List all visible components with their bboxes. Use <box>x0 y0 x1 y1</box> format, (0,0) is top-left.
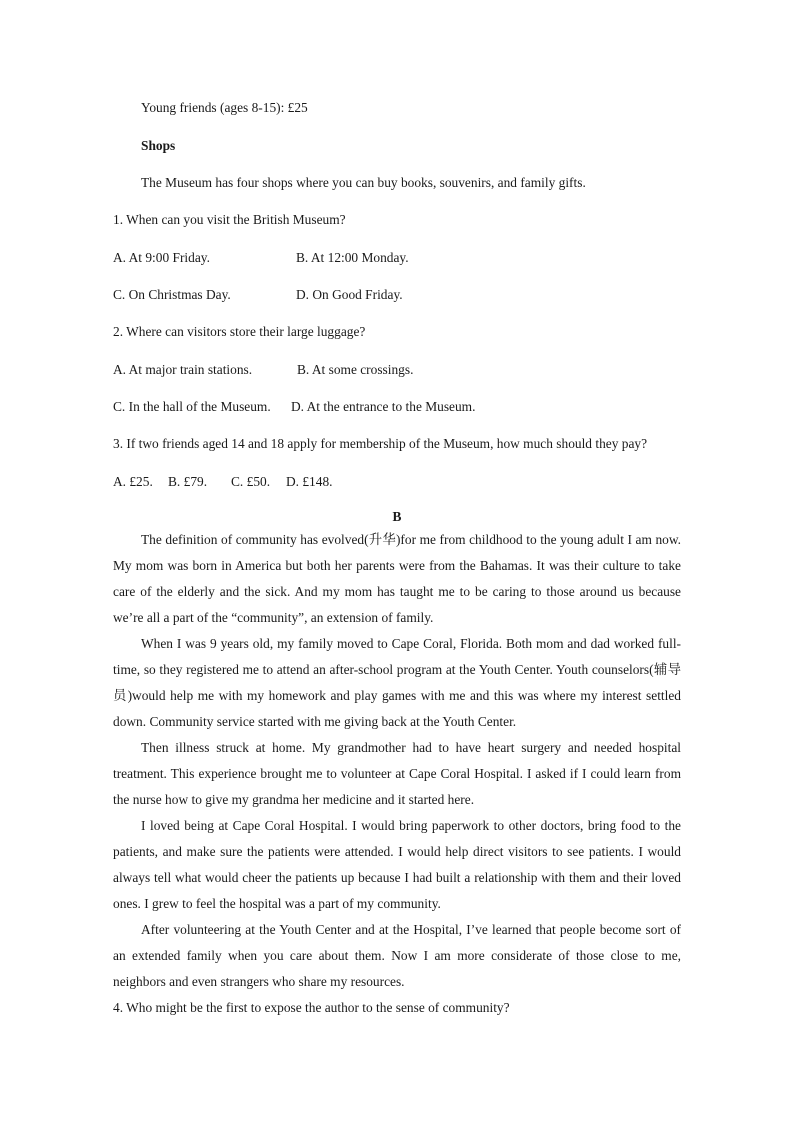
passage-paragraph-3: Then illness struck at home. My grandmother had to have heart surgery and needed hospital treatment. This experience brought me to volunteer at Cape Coral Hospital. I asked if I could learn from the nurse how to give my grandma her medicine and it started here. <box>113 740 681 807</box>
section-b-label: B <box>392 509 402 524</box>
question-3-option-c: C. £50. <box>231 474 271 489</box>
question-1-stem: 1. When can you visit the British Museum? <box>113 212 346 227</box>
question-2-stem: 2. Where can visitors store their large luggage? <box>113 324 366 339</box>
question-1-option-a: A. At 9:00 Friday. <box>113 250 210 265</box>
question-1-option-b: B. At 12:00 Monday. <box>296 250 409 265</box>
question-2-option-b: B. At some crossings. <box>297 362 414 377</box>
question-4-stem: 4. Who might be the first to expose the author to the sense of community? <box>113 1000 510 1015</box>
passage-paragraph-2: When I was 9 years old, my family moved to Cape Coral, Florida. Both mom and dad worked full-time, so they registered me to attend an after-school program at the Youth Center. Youth counselors(辅导员)would help me with my homework and play games with me and this was where my interest settled down. Community service started with me giving back at the Youth Center. <box>113 636 681 729</box>
passage-paragraph-4: I loved being at Cape Coral Hospital. I would bring paperwork to other doctors, bring food to the patients, and make sure the patients were attended. I would help direct visitors to see patients. I would always tell what would cheer the patients up because I had built a relationship with them and their loved ones. I grew to feel the hospital was a part of my community. <box>113 818 681 911</box>
question-2-option-c: C. In the hall of the Museum. <box>113 399 271 414</box>
question-1-option-c: C. On Christmas Day. <box>113 287 231 302</box>
shops-heading: Shops <box>141 138 176 153</box>
passage-paragraph-5: After volunteering at the Youth Center and at the Hospital, I’ve learned that people become sort of an extended family when you care about them. Now I am more considerate of those close to me, neighbors and even strangers who share my resources. <box>113 922 681 989</box>
question-1-option-d: D. On Good Friday. <box>296 287 403 302</box>
question-3-option-a: A. £25. <box>113 474 153 489</box>
question-3-option-d: D. £148. <box>286 474 333 489</box>
question-2-option-a: A. At major train stations. <box>113 362 253 377</box>
section-b-passage <box>113 527 681 995</box>
passage-paragraph-1: The definition of community has evolved(升华)for me from childhood to the young adult I am now. My mom was born in America but both her parents were from the Bahamas. It was their culture to take care of the elderly and the sick. And my mom has taught me to be caring to those around us because we’re all a part of the “community”, an extension of family. <box>113 532 681 625</box>
question-2-option-d: D. At the entrance to the Museum. <box>291 399 476 414</box>
membership-young-friends: Young friends (ages 8-15): £25 <box>141 100 308 115</box>
question-3-stem: 3. If two friends aged 14 and 18 apply for membership of the Museum, how much should they pay? <box>113 436 648 451</box>
question-3-option-b: B. £79. <box>168 474 208 489</box>
shops-text: The Museum has four shops where you can buy books, souvenirs, and family gifts. <box>141 175 586 190</box>
